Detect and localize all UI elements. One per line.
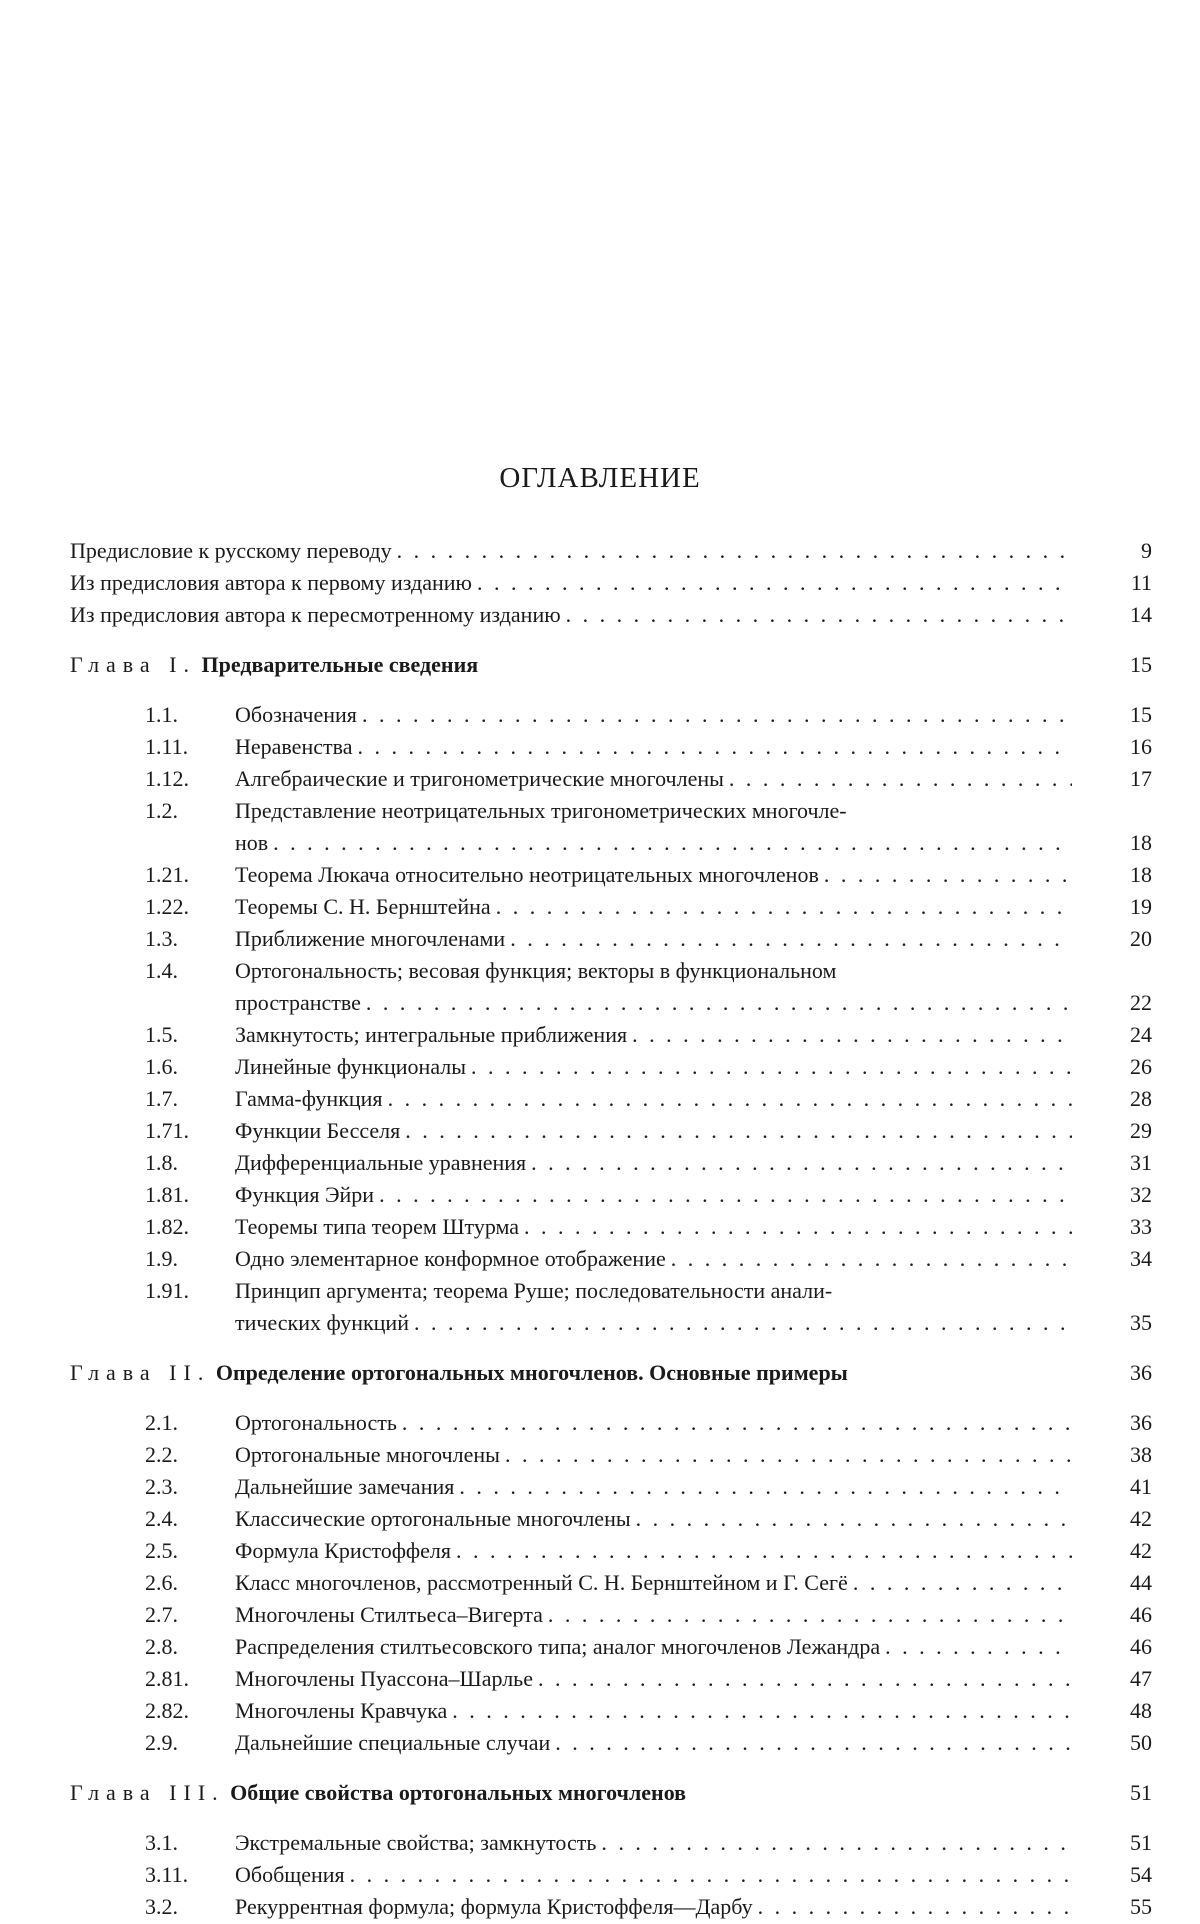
entry-title-text: Ортогональность; весовая функция; векторы в функциональном	[235, 958, 841, 983]
toc-entry	[0, 1536, 1200, 1566]
section-number: 1.11.	[145, 734, 189, 759]
page-number: 50	[1130, 1730, 1152, 1755]
entry-title-text: Дальнейшие специальные случаи	[235, 1730, 555, 1755]
toc-entry	[0, 1276, 1200, 1306]
page-number: 48	[1130, 1698, 1152, 1723]
page-number: 18	[1130, 862, 1152, 887]
page-number: 36	[1130, 1360, 1152, 1385]
entry-title	[235, 1860, 1072, 1890]
toc-entry	[0, 1084, 1200, 1114]
page-number: 38	[1130, 1442, 1152, 1467]
toc-entry-continuation	[0, 988, 1200, 1018]
entry-title-text: Дальнейшие замечания	[235, 1474, 459, 1499]
page-number: 47	[1130, 1666, 1152, 1691]
section-number: 1.22.	[145, 894, 189, 919]
section-number: 2.81.	[145, 1666, 189, 1691]
entry-title	[70, 536, 1072, 566]
toc-entry	[0, 1020, 1200, 1050]
toc-entry	[0, 1212, 1200, 1242]
toc-entry	[0, 1472, 1200, 1502]
page-title: ОГЛАВЛЕНИЕ	[499, 462, 701, 494]
entry-title	[235, 1696, 1072, 1726]
entry-title-text: Представление неотрицательных тригонометрических многочле-	[235, 798, 852, 823]
toc-entry-continuation	[0, 828, 1200, 858]
page-number: 14	[1130, 602, 1152, 627]
entry-title	[235, 1664, 1072, 1694]
entry-title	[235, 1728, 1072, 1758]
toc-entry	[0, 1244, 1200, 1274]
entry-title-text: Класс многочленов, рассмотренный С. Н. Бернштейном и Г. Сегё	[235, 1570, 853, 1595]
page-number: 51	[1130, 1830, 1152, 1855]
toc-entry	[0, 1116, 1200, 1146]
section-number: 3.11.	[145, 1862, 189, 1887]
entry-title-text: Обозначения	[235, 702, 362, 727]
page-number: 18	[1130, 830, 1152, 855]
entry-title-text: Экстремальные свойства; замкнутость	[235, 1830, 601, 1855]
section-number: 2.1.	[145, 1410, 178, 1435]
entry-title-text: Теорема Люкача относительно неотрицательных многочленов	[235, 862, 824, 887]
toc-entry	[0, 1728, 1200, 1758]
chapter-heading	[0, 1358, 1200, 1388]
toc-entry	[0, 1632, 1200, 1662]
section-number: 3.1.	[145, 1830, 178, 1855]
chapter-title: Определение ортогональных многочленов. Основные примеры	[215, 1360, 848, 1385]
page-number: 20	[1130, 926, 1152, 951]
toc-entry	[0, 536, 1200, 566]
entry-title-text	[70, 652, 483, 677]
section-number: 3.2.	[145, 1894, 178, 1919]
page-number: 36	[1130, 1410, 1152, 1435]
page-number: 42	[1130, 1506, 1152, 1531]
entry-title	[235, 988, 1072, 1018]
toc-entry	[0, 1828, 1200, 1858]
entry-title-text: Рекуррентная формула; формула Кристоффеля—Дарбу	[235, 1894, 758, 1919]
entry-title	[235, 1600, 1072, 1630]
entry-title-text	[70, 1360, 853, 1385]
section-number: 2.2.	[145, 1442, 178, 1467]
section-number: 2.8.	[145, 1634, 178, 1659]
section-number: 2.7.	[145, 1602, 178, 1627]
entry-title	[235, 860, 1072, 890]
entry-title	[235, 1632, 1072, 1662]
entry-title	[235, 1116, 1072, 1146]
toc-entry	[0, 1180, 1200, 1210]
page-number: 15	[1130, 702, 1152, 727]
toc-entry-continuation	[0, 1308, 1200, 1338]
entry-title-text: Предисловие к русскому переводу	[70, 538, 397, 563]
chapter-heading	[0, 1778, 1200, 1808]
entry-title-text: Гамма-функция	[235, 1086, 388, 1111]
entry-title	[235, 1020, 1072, 1050]
entry-title-text: Классические ортогональные многочлены	[235, 1506, 636, 1531]
page-number: 42	[1130, 1538, 1152, 1563]
toc-entry	[0, 1892, 1200, 1922]
section-number: 1.8.	[145, 1150, 178, 1175]
section-number: 2.6.	[145, 1570, 178, 1595]
entry-title	[235, 924, 1072, 954]
toc-entry	[0, 924, 1200, 954]
section-number: 1.7.	[145, 1086, 178, 1111]
toc-entry	[0, 1052, 1200, 1082]
page-number: 44	[1130, 1570, 1152, 1595]
entry-title	[235, 1276, 1072, 1306]
page-number: 46	[1130, 1602, 1152, 1627]
section-number: 1.5.	[145, 1022, 178, 1047]
entry-title	[235, 1408, 1072, 1438]
page-number: 15	[1130, 652, 1152, 677]
chapter-title: Предварительные сведения	[201, 652, 479, 677]
section-number: 1.2.	[145, 798, 178, 823]
section-number: 1.9.	[145, 1246, 178, 1271]
entry-title-text: Приближение многочленами	[235, 926, 510, 951]
toc-entry	[0, 1664, 1200, 1694]
entry-title-text	[70, 1780, 691, 1805]
entry-title	[235, 732, 1072, 762]
toc-entry	[0, 892, 1200, 922]
entry-title	[235, 1244, 1072, 1274]
entry-title-text: Из предисловия автора к первому изданию	[70, 570, 477, 595]
entry-title-text: Функция Эйри	[235, 1182, 379, 1207]
section-number: 2.82.	[145, 1698, 189, 1723]
toc-entry	[0, 764, 1200, 794]
toc-entry	[0, 700, 1200, 730]
toc-entry	[0, 1148, 1200, 1178]
entry-title	[235, 828, 1072, 858]
page-number: 31	[1130, 1150, 1152, 1175]
entry-title-text: Дифференциальные уравнения	[235, 1150, 531, 1175]
entry-title-text: Многочлены Стилтьеса–Вигерта	[235, 1602, 548, 1627]
entry-title	[235, 1052, 1072, 1082]
entry-title	[235, 1084, 1072, 1114]
page-number: 55	[1130, 1894, 1152, 1919]
entry-title-text: тических функций	[235, 1310, 414, 1335]
entry-title-text: Теоремы типа теорем Штурма	[235, 1214, 524, 1239]
entry-title-text: Ортогональные многочлены	[235, 1442, 505, 1467]
toc-entry	[0, 1504, 1200, 1534]
page-number: 28	[1130, 1086, 1152, 1111]
entry-title	[235, 1536, 1072, 1566]
entry-title	[235, 956, 1072, 986]
entry-title	[70, 568, 1072, 598]
page-number: 22	[1130, 990, 1152, 1015]
section-number: 1.91.	[145, 1278, 189, 1303]
section-number: 1.21.	[145, 862, 189, 887]
toc-entry	[0, 1568, 1200, 1598]
toc-entry	[0, 600, 1200, 630]
toc-entry	[0, 1408, 1200, 1438]
page-number: 35	[1130, 1310, 1152, 1335]
section-number: 1.6.	[145, 1054, 178, 1079]
page-number: 19	[1130, 894, 1152, 919]
toc-entry	[0, 1600, 1200, 1630]
section-number: 1.3.	[145, 926, 178, 951]
toc-entry	[0, 796, 1200, 826]
entry-title	[235, 1308, 1072, 1338]
section-number: 1.81.	[145, 1182, 189, 1207]
toc-entry	[0, 1860, 1200, 1890]
page-number: 9	[1141, 538, 1152, 563]
entry-title	[70, 1778, 1072, 1808]
entry-title-text: Неравенства	[235, 734, 357, 759]
chapter-label: Глава III.	[70, 1780, 225, 1805]
entry-title	[235, 1440, 1072, 1470]
toc-entry	[0, 1696, 1200, 1726]
entry-title	[235, 764, 1072, 794]
entry-title-text: Формула Кристоффеля	[235, 1538, 456, 1563]
toc-entry	[0, 860, 1200, 890]
entry-title-text: Одно элементарное конформное отображение	[235, 1246, 671, 1271]
entry-title-text: Линейные функционалы	[235, 1054, 471, 1079]
section-number: 2.5.	[145, 1538, 178, 1563]
chapter-label: Глава I.	[70, 652, 196, 677]
page-number: 51	[1130, 1780, 1152, 1805]
page-number: 11	[1130, 570, 1152, 595]
section-number: 1.4.	[145, 958, 178, 983]
page-number: 24	[1130, 1022, 1152, 1047]
entry-title-text: нов	[235, 830, 273, 855]
page-number: 54	[1130, 1862, 1152, 1887]
entry-title	[235, 1828, 1072, 1858]
toc-entry	[0, 568, 1200, 598]
entry-title	[70, 1358, 1072, 1388]
page-number: 41	[1130, 1474, 1152, 1499]
entry-title	[235, 1148, 1072, 1178]
chapter-heading	[0, 650, 1200, 680]
section-number: 2.9.	[145, 1730, 178, 1755]
toc-entry	[0, 732, 1200, 762]
section-number: 1.82.	[145, 1214, 189, 1239]
entry-title-text: Ортогональность	[235, 1410, 402, 1435]
page-number: 33	[1130, 1214, 1152, 1239]
toc-entry	[0, 956, 1200, 986]
page-number: 17	[1130, 766, 1152, 791]
entry-title-text: Принцип аргумента; теорема Руше; последовательности анали-	[235, 1278, 837, 1303]
section-number: 1.1.	[145, 702, 178, 727]
entry-title	[70, 600, 1072, 630]
section-number: 1.12.	[145, 766, 189, 791]
page-number: 16	[1130, 734, 1152, 759]
page-number: 29	[1130, 1118, 1152, 1143]
entry-title	[70, 650, 1072, 680]
toc-entry	[0, 1440, 1200, 1470]
entry-title-text: Многочлены Пуассона–Шарлье	[235, 1666, 538, 1691]
entry-title	[235, 1892, 1072, 1922]
entry-title-text: Алгебраические и тригонометрические многочлены	[235, 766, 729, 791]
section-number: 2.4.	[145, 1506, 178, 1531]
section-number: 1.71.	[145, 1118, 189, 1143]
entry-title	[235, 1504, 1072, 1534]
entry-title-text: Теоремы С. Н. Бернштейна	[235, 894, 496, 919]
entry-title	[235, 1568, 1072, 1598]
chapter-label: Глава II.	[70, 1360, 211, 1385]
entry-title	[235, 1212, 1072, 1242]
entry-title	[235, 700, 1072, 730]
entry-title-text: Распределения стилтьесовского типа; аналог многочленов Лежандра	[235, 1634, 885, 1659]
entry-title-text: Замкнутость; интегральные приближения	[235, 1022, 632, 1047]
entry-title-text: пространстве	[235, 990, 366, 1015]
section-number: 2.3.	[145, 1474, 178, 1499]
entry-title-text: Из предисловия автора к пересмотренному изданию	[70, 602, 566, 627]
entry-title	[235, 1472, 1072, 1502]
entry-title-text: Обобщения	[235, 1862, 350, 1887]
page-number: 46	[1130, 1634, 1152, 1659]
entry-title	[235, 892, 1072, 922]
entry-title-text: Функции Бесселя	[235, 1118, 405, 1143]
page-number: 26	[1130, 1054, 1152, 1079]
entry-title	[235, 1180, 1072, 1210]
entry-title	[235, 796, 1072, 826]
chapter-title: Общие свойства ортогональных многочленов	[230, 1780, 687, 1805]
page-number: 32	[1130, 1182, 1152, 1207]
page-number: 34	[1130, 1246, 1152, 1271]
entry-title-text: Многочлены Кравчука	[235, 1698, 452, 1723]
